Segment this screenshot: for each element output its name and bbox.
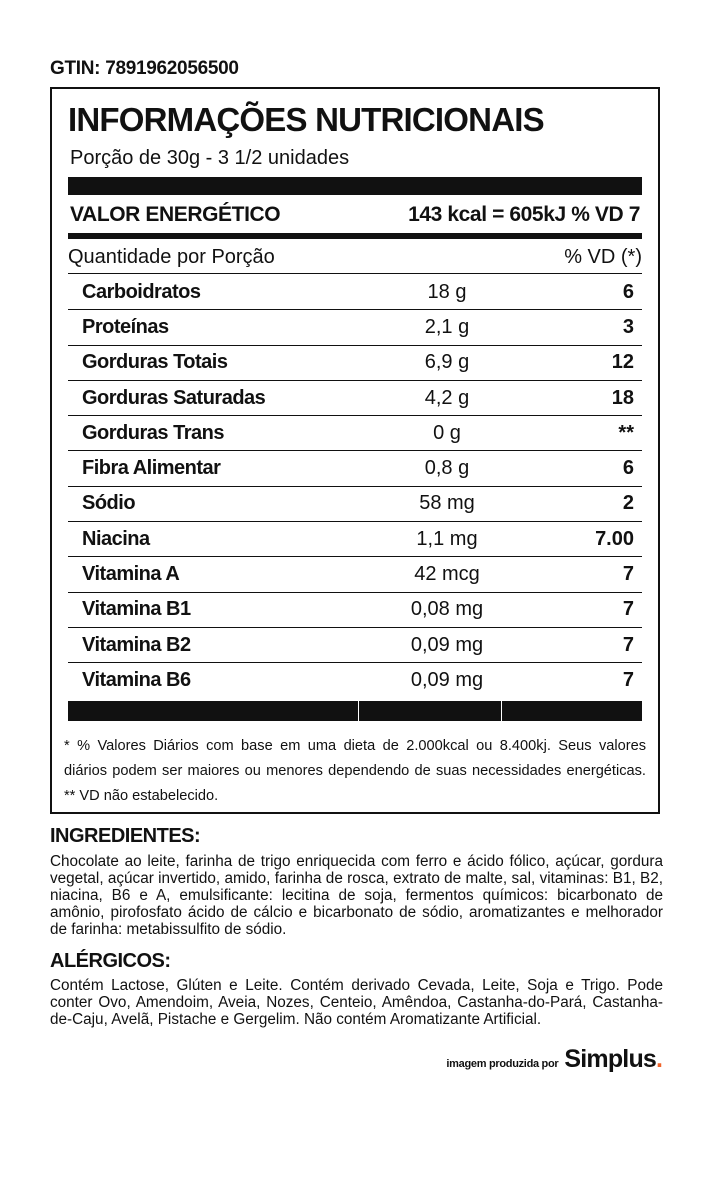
nutrient-vd: 6 xyxy=(622,280,634,303)
nutrient-row xyxy=(68,663,642,698)
nutrient-row xyxy=(68,593,642,628)
nutrient-amount: 42 mcg xyxy=(414,563,480,586)
energy-value: 143 kcal = 605kJ % VD 7 xyxy=(408,203,640,226)
nutrient-vd: 12 xyxy=(611,351,634,374)
panel-title: INFORMAÇÕES NUTRICIONAIS xyxy=(68,101,544,138)
bar-separator xyxy=(358,701,359,721)
allergens-text: Contém Lactose, Glúten e Leite. Contém derivado Cevada, Leite, Soja e Trigo. Pode conter Ovo, Amendoim, Aveia, Nozes, Centeio, Amêndoa, Castanha-do-Pará, Castanha-de-Caju, Avelã, Pistache e Gergelim. Não contém Aromatizante Artificial. xyxy=(50,977,663,1028)
daily-value-footnote: * % Valores Diários com base em uma dieta de 2.000kcal ou 8.400kj. Seus valores diários podem ser maiores ou menores dependendo de suas necessidades energéticas. ** VD não estabelecido. xyxy=(64,738,646,804)
brand-dot: . xyxy=(656,1045,663,1073)
nutrient-row xyxy=(68,275,642,310)
nutrient-amount: 58 mg xyxy=(419,492,475,515)
nutrient-vd: 18 xyxy=(611,386,634,409)
nutrient-amount: 1,1 mg xyxy=(416,527,478,550)
nutrient-name: Fibra Alimentar xyxy=(82,457,221,480)
nutrient-name: Vitamina A xyxy=(82,563,180,586)
nutrient-name: Vitamina B6 xyxy=(82,669,191,692)
credit-prefix: imagem produzida por xyxy=(446,1058,559,1070)
nutrient-row xyxy=(68,416,642,451)
nutrient-amount: 0,09 mg xyxy=(410,633,484,656)
divider-bar-bottom xyxy=(68,701,642,721)
nutrient-vd: 2 xyxy=(622,492,634,515)
nutrient-vd: 6 xyxy=(622,457,634,480)
nutrient-name: Sódio xyxy=(82,492,136,515)
nutrient-vd: 7 xyxy=(622,598,634,621)
nutrient-row xyxy=(68,451,642,486)
nutrient-amount: 0,09 mg xyxy=(410,669,484,692)
nutrient-name: Vitamina B2 xyxy=(82,633,191,656)
nutrient-vd: 3 xyxy=(622,315,634,338)
bar-separator xyxy=(501,701,502,721)
allergens-title: ALÉRGICOS: xyxy=(50,950,171,972)
ingredients-text: Chocolate ao leite, farinha de trigo enriquecida com ferro e ácido fólico, açúcar, gordura vegetal, açúcar invertido, amido, farinha de rosca, extrato de malte, sal, vitaminas: B1, B2, niacina, B6 e A, emulsificante: lecitina de soja, fermentos químicos: bicarbonato de amônio, pirofosfato ácido de cálcio e bicarbonato de sódio, aromatizantes e melhorador de farinha: metabissulfito de sódio. xyxy=(50,853,663,938)
gtin-code: GTIN: 7891962056500 xyxy=(50,58,239,79)
nutrient-amount: 0 g xyxy=(433,421,461,444)
nutrient-vd: 7.00 xyxy=(595,527,634,550)
nutrient-amount: 6,9 g xyxy=(424,351,470,374)
nutrient-table xyxy=(68,275,642,699)
quantity-header xyxy=(68,241,642,274)
nutrient-vd: 7 xyxy=(622,669,634,692)
nutrient-row xyxy=(68,346,642,381)
nutrient-row xyxy=(68,628,642,663)
brand-name: Simplus xyxy=(564,1045,657,1073)
nutrient-row xyxy=(68,522,642,557)
nutrient-row xyxy=(68,310,642,345)
nutrient-name: Proteínas xyxy=(82,315,169,338)
nutrient-row xyxy=(68,487,642,522)
energy-label: VALOR ENERGÉTICO xyxy=(70,203,281,226)
nutrient-row xyxy=(68,557,642,592)
quantity-header-label: Quantidade por Porção xyxy=(68,245,275,268)
nutrient-amount: 2,1 g xyxy=(424,315,470,338)
energy-row xyxy=(68,197,642,239)
nutrient-name: Carboidratos xyxy=(82,280,201,303)
nutrient-vd: 7 xyxy=(622,563,634,586)
ingredients-title: INGREDIENTES: xyxy=(50,825,201,847)
nutrient-vd: 7 xyxy=(622,633,634,656)
nutrient-name: Niacina xyxy=(82,527,150,550)
simplus-logo xyxy=(564,1045,663,1074)
nutrient-amount: 0,08 mg xyxy=(410,598,484,621)
nutrient-vd: ** xyxy=(618,421,634,444)
nutrient-amount: 4,2 g xyxy=(424,386,470,409)
nutrition-facts-panel xyxy=(50,87,660,814)
nutrient-name: Gorduras Saturadas xyxy=(82,386,266,409)
nutrient-name: Vitamina B1 xyxy=(82,598,191,621)
nutrient-amount: 18 g xyxy=(427,280,467,303)
portion-size: Porção de 30g - 3 1/2 unidades xyxy=(70,147,350,169)
vd-header-label: % VD (*) xyxy=(564,245,642,268)
nutrient-amount: 0,8 g xyxy=(424,457,470,480)
image-credit xyxy=(446,1045,663,1074)
divider-bar-top xyxy=(68,177,642,195)
nutrient-name: Gorduras Trans xyxy=(82,421,224,444)
nutrient-name: Gorduras Totais xyxy=(82,351,228,374)
nutrient-row xyxy=(68,381,642,416)
